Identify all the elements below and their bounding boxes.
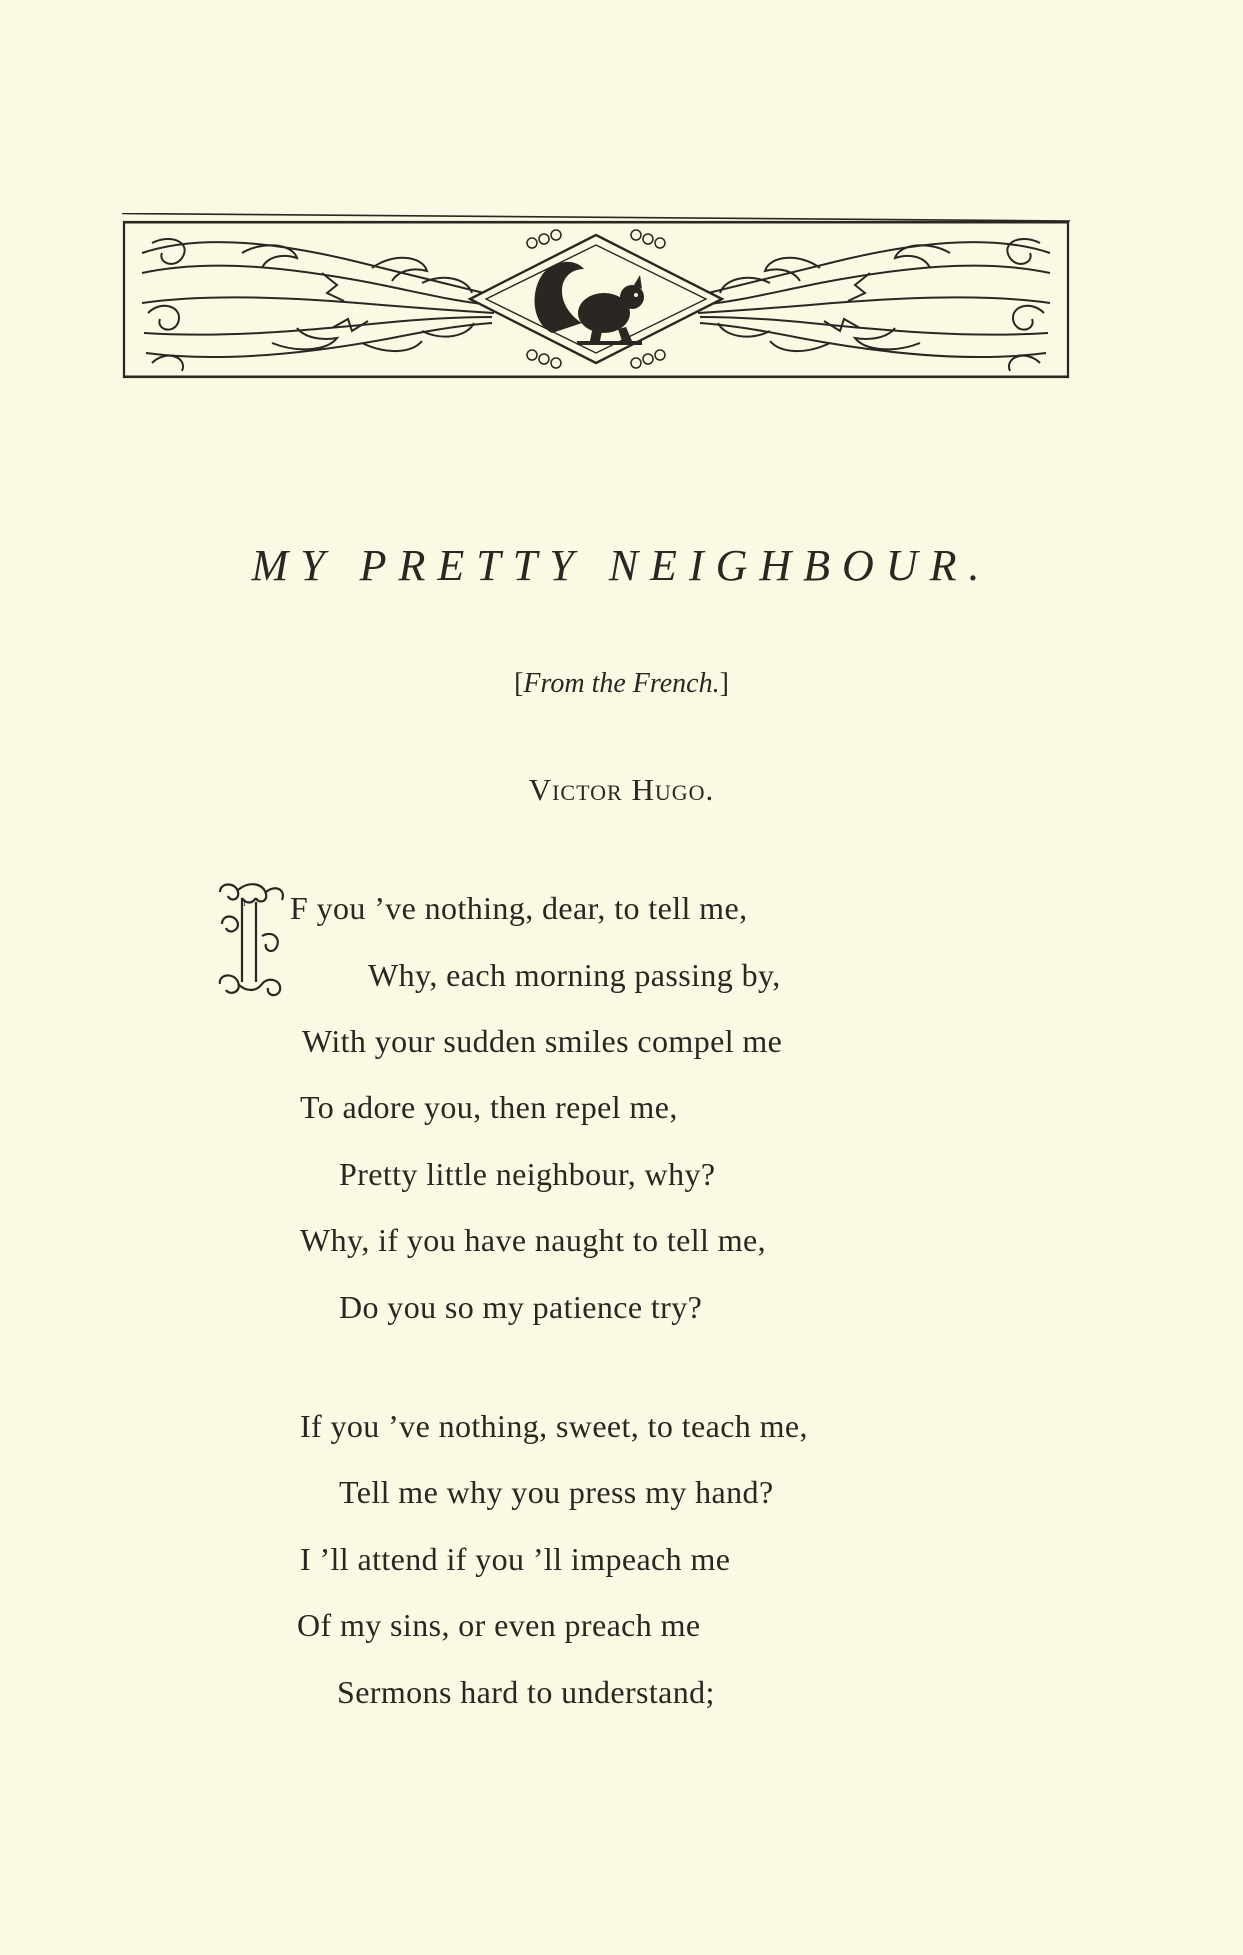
source-open-bracket: [: [514, 668, 524, 699]
poem-line: With your sudden smiles compel me: [302, 1023, 783, 1059]
poem-line: To adore you, then repel me,: [300, 1089, 678, 1125]
poem-line: Why, each morning passing by,: [368, 957, 781, 993]
poem-line: Sermons hard to understand;: [337, 1674, 715, 1710]
poem-line: If you ’ve nothing, sweet, to teach me,: [300, 1408, 808, 1444]
poem-line: Do you so my patience try?: [339, 1289, 703, 1325]
drop-cap-letter: I: [243, 899, 246, 908]
poem-line: Of my sins, or even preach me: [297, 1607, 701, 1643]
poem-line: I ’ll attend if you ’ll impeach me: [300, 1541, 731, 1577]
source-close-bracket: ]: [719, 668, 729, 699]
poem-title: MY PRETTY NEIGHBOUR.: [251, 541, 992, 590]
poem-line: Tell me why you press my hand?: [339, 1474, 774, 1510]
poem-line: F you ’ve nothing, dear, to tell me,: [290, 890, 748, 926]
poem-line: Why, if you have naught to tell me,: [300, 1222, 767, 1258]
source-text: From the French.: [523, 668, 720, 699]
poem-line: Pretty little neighbour, why?: [339, 1156, 716, 1192]
author-name: Victor Hugo.: [528, 772, 715, 807]
